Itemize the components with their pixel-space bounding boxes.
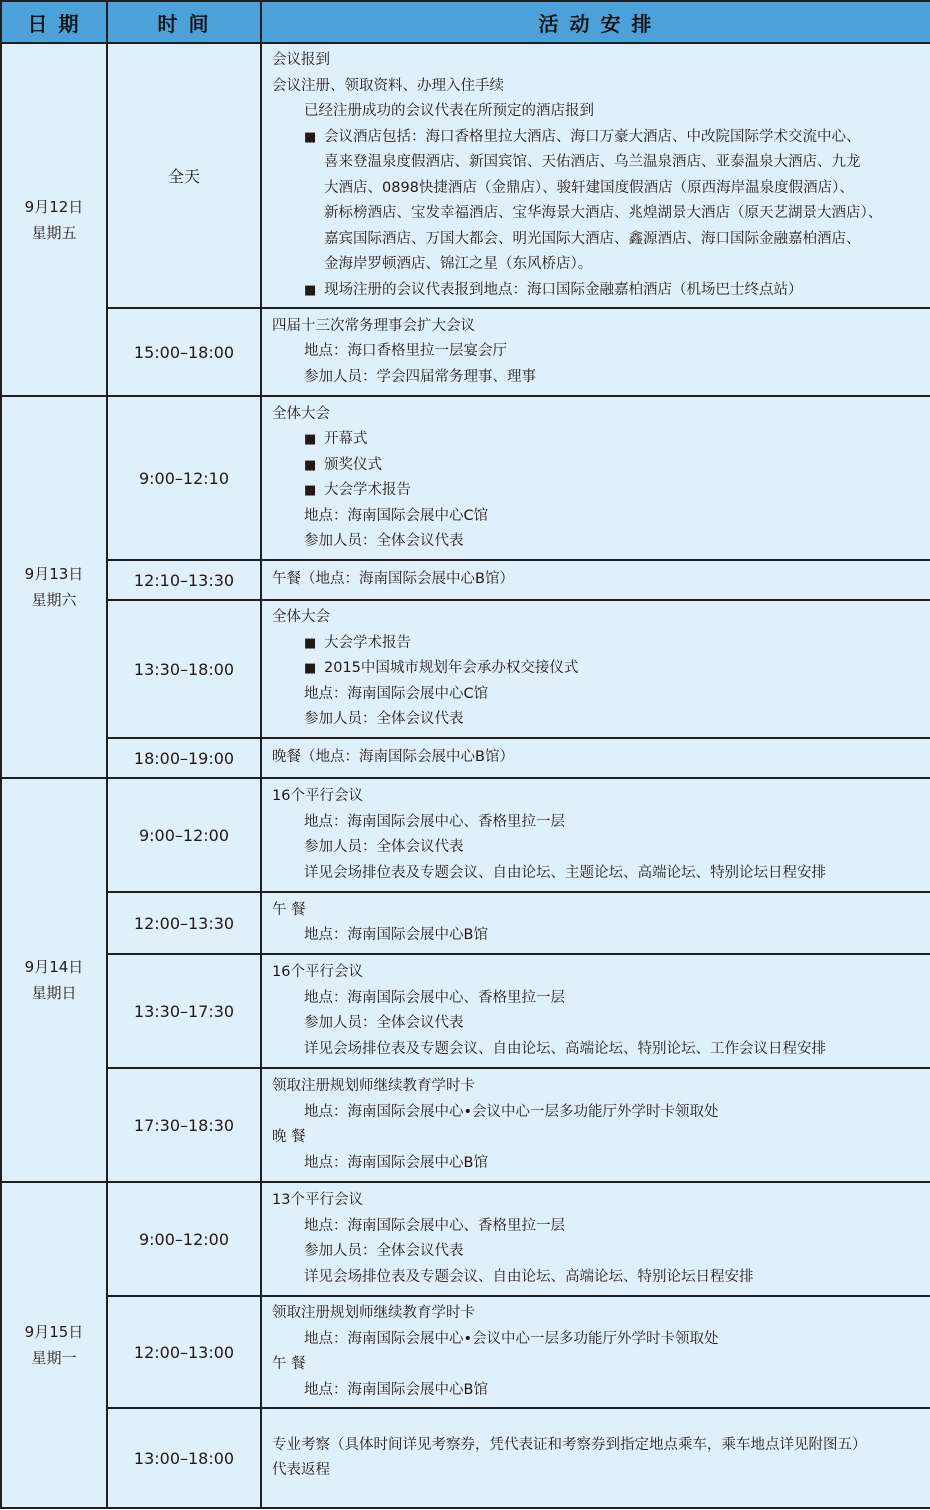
- time-cell: 12:00–13:00: [107, 1296, 261, 1408]
- schedule-row: [1, 1408, 930, 1508]
- detail-line: 参加人员：学会四届常务理事、理事: [304, 368, 536, 385]
- schedule-row: [1, 1182, 930, 1296]
- activity-line: 代表返程: [272, 1462, 330, 1478]
- activity-cell: [261, 1182, 930, 1296]
- activity-line: 晚 餐: [272, 1129, 306, 1145]
- time-cell: 9:00–12:00: [107, 1182, 261, 1296]
- detail-line: 已经注册成功的会议代表在所预定的酒店报到: [304, 103, 594, 119]
- activity-cell: [261, 1296, 930, 1408]
- activity-line: 午 餐: [272, 1356, 306, 1372]
- bullet-line: ■ 会议酒店包括：海口香格里拉大酒店、海口万豪大酒店、中改院国际学术交流中心、: [272, 125, 924, 151]
- activity-line: 会议报到: [272, 52, 330, 68]
- detail-line: 嘉宾国际酒店、万国大都会、明光国际大酒店、鑫源酒店、海口国际金融嘉柏酒店、: [324, 230, 861, 247]
- activity-line: 全体大会: [272, 405, 330, 422]
- activity-line: 午 餐: [272, 901, 306, 918]
- activity-line: 全体大会: [272, 609, 330, 626]
- activity-line: 四届十三次常务理事会扩大会议: [272, 317, 475, 334]
- activity-line: 会议注册、领取资料、办理入住手续: [272, 77, 504, 94]
- time-cell: 17:30–18:30: [107, 1068, 261, 1182]
- detail-line: 详见会场排位表及专题会议、自由论坛、高端论坛、特别论坛、工作会议日程安排: [304, 1040, 826, 1057]
- activity-line: 晚餐（地点：海南国际会展中心B馆）: [272, 749, 514, 766]
- activity-cell: [261, 308, 930, 396]
- detail-line: 地点：海南国际会展中心•会议中心一层多功能厅外学时卡领取处: [304, 1103, 719, 1120]
- detail-line: 新标榜酒店、宝发幸福酒店、宝华海景大酒店、兆煌湖景大酒店（原天艺湖景大酒店）、: [324, 205, 883, 221]
- detail-line: 参加人员：全体会议代表: [304, 1015, 464, 1031]
- detail-line: 地点：海南国际会展中心•会议中心一层多功能厅外学时卡领取处: [304, 1330, 719, 1347]
- detail-line: 地点：海南国际会展中心B馆: [304, 927, 488, 943]
- activity-line: 领取注册规划师继续教育学时卡: [272, 1078, 475, 1094]
- detail-line: 地点：海口香格里拉一层宴会厅: [304, 343, 507, 360]
- detail-line: 地点：海南国际会展中心B馆: [304, 1381, 488, 1398]
- activity-line: 16个平行会议: [272, 964, 363, 980]
- detail-line: 详见会场排位表及专题会议、自由论坛、主题论坛、高端论坛、特别论坛日程安排: [304, 864, 826, 881]
- activity-line: 午餐（地点：海南国际会展中心B馆）: [272, 571, 514, 588]
- time-cell: 9:00–12:00: [107, 778, 261, 892]
- schedule-row: [1, 396, 930, 560]
- schedule-row: [1, 1296, 930, 1408]
- detail-line: 参加人员：全体会议代表: [304, 533, 464, 549]
- bullet-line: ■ 大会学术报告: [272, 478, 924, 504]
- detail-line: 地点：海南国际会展中心B馆: [304, 1154, 488, 1171]
- detail-line: 地点：海南国际会展中心、香格里拉一层: [304, 989, 565, 1006]
- detail-line: 地点：海南国际会展中心C馆: [304, 507, 489, 524]
- detail-line: 地点：海南国际会展中心、香格里拉一层: [304, 1217, 565, 1234]
- schedule-row: [1, 892, 930, 954]
- activity-line: 专业考察（具体时间详见考察券，凭代表证和考察券到指定地点乘车，乘车地点详见附图五）: [272, 1436, 867, 1453]
- weekday-label: 星期五: [31, 223, 77, 242]
- date-label: 9月12日: [24, 197, 84, 216]
- detail-line: 地点：海南国际会展中心、香格里拉一层: [304, 813, 565, 830]
- activity-line: 领取注册规划师继续教育学时卡: [272, 1305, 475, 1321]
- date-cell: [1, 396, 107, 778]
- schedule-row: [1, 738, 930, 778]
- activity-cell: [261, 738, 930, 778]
- schedule-row: [1, 43, 930, 308]
- date-label: 9月15日: [24, 1323, 84, 1341]
- detail-line: 详见会场排位表及专题会议、自由论坛、高端论坛、特别论坛日程安排: [304, 1268, 754, 1285]
- date-cell: [1, 1182, 107, 1508]
- header-row: [1, 1, 930, 43]
- time-cell: 18:00–19:00: [107, 738, 261, 778]
- date-cell: [1, 43, 107, 396]
- schedule-row: [1, 308, 930, 396]
- activity-cell: [261, 600, 930, 738]
- detail-line: 金海岸罗顿酒店、锦江之星（东风桥店）。: [324, 256, 593, 272]
- activity-cell: [261, 396, 930, 560]
- schedule-row: [1, 600, 930, 738]
- date-label: 9月13日: [24, 565, 84, 583]
- date-cell: [1, 778, 107, 1182]
- activity-cell: [261, 560, 930, 600]
- time-cell: 13:00–18:00: [107, 1408, 261, 1508]
- detail-line: 地点：海南国际会展中心C馆: [304, 685, 489, 702]
- activity-cell: [261, 1408, 930, 1508]
- activity-cell: [261, 43, 930, 308]
- bullet-line: ■ 大会学术报告: [272, 631, 924, 657]
- time-cell: 15:00–18:00: [107, 308, 261, 396]
- header-activity: 活 动 安 排: [261, 1, 930, 43]
- bullet-line: ■ 开幕式: [272, 427, 924, 453]
- header-time: 时 间: [107, 1, 261, 43]
- time-cell: 12:00–13:30: [107, 892, 261, 954]
- date-label: 9月14日: [24, 958, 84, 976]
- bullet-line: ■ 颁奖仪式: [272, 453, 924, 479]
- header-date: 日 期: [1, 1, 107, 43]
- weekday-label: 星期六: [31, 591, 77, 609]
- detail-line: 大酒店、0898快捷酒店（金鼎店）、骏轩建国度假酒店（原西海岸温泉度假酒店）、: [324, 179, 854, 196]
- detail-line: 参加人员：全体会议代表: [304, 1243, 464, 1259]
- time-cell: 13:30–18:00: [107, 600, 261, 738]
- detail-line: 喜来登温泉度假酒店、新国宾馆、天佑酒店、乌兰温泉酒店、亚泰温泉大酒店、九龙: [324, 154, 861, 170]
- schedule-row: [1, 560, 930, 600]
- activity-line: 16个平行会议: [272, 788, 363, 804]
- schedule-row: [1, 954, 930, 1068]
- weekday-label: 星期日: [31, 984, 77, 1002]
- time-cell: 9:00–12:10: [107, 396, 261, 560]
- weekday-label: 星期一: [31, 1349, 77, 1367]
- schedule-row: [1, 778, 930, 892]
- activity-cell: [261, 954, 930, 1068]
- time-cell: 13:30–17:30: [107, 954, 261, 1068]
- activity-line: 13个平行会议: [272, 1192, 363, 1208]
- schedule-row: [1, 1068, 930, 1182]
- bullet-line: ■ 2015中国城市规划年会承办权交接仪式: [272, 656, 924, 682]
- detail-line: 参加人员：全体会议代表: [304, 711, 464, 728]
- bullet-line: ■ 现场注册的会议代表报到地点：海口国际金融嘉柏酒店（机场巴士终点站）: [272, 278, 924, 304]
- time-cell: 12:10–13:30: [107, 560, 261, 600]
- activity-cell: [261, 778, 930, 892]
- detail-line: 参加人员：全体会议代表: [304, 839, 464, 855]
- activity-cell: [261, 892, 930, 954]
- activity-cell: [261, 1068, 930, 1182]
- time-cell: 全天: [107, 43, 261, 308]
